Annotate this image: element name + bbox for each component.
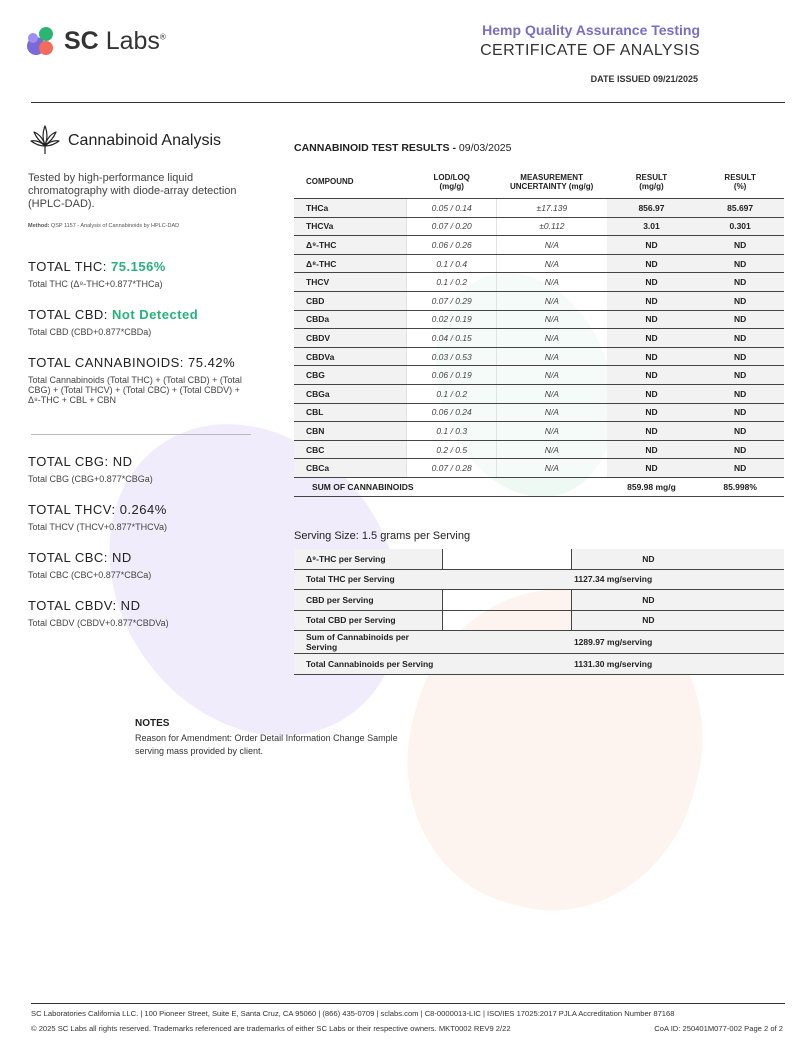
uncertainty-cell: N/A [497,440,607,459]
notes-section [135,718,398,758]
footer-address: SC Laboratories California LLC. | 100 Pioneer Street, Suite E, Santa Cruz, CA 95060 | (866) 435-0709 | sclabs.com | C8-0000013-LIC | ISO/IES 17025:2017 PJLA Accreditation Number 87168 [31,1009,675,1018]
serving-size-title: Serving Size: 1.5 grams per Serving [294,530,471,542]
notes-line-2: serving mass provided by client. [135,746,264,756]
result-row [294,440,784,459]
sum-mg: 859.98 mg/g [607,477,697,496]
total-cannabinoids-formula: Total Cannabinoids (Total THC) + (Total CBD) + (Total CBG) + (Total THCV) + (Total CBC) + (Total CBDV) + Δ⁸-THC + CBL + CBN [28,375,242,405]
compound-cell: Δ⁹-THC [294,236,407,255]
result-pct-cell: ND [696,329,784,348]
serving-value: ND [571,549,784,569]
compound-cell: Δ⁸-THC [294,254,407,273]
result-mg-cell: ND [607,329,697,348]
result-mg-cell: ND [607,291,697,310]
footer-divider [31,1003,785,1004]
result-pct-cell: ND [696,459,784,478]
uncertainty-cell: ±0.112 [497,217,607,236]
serving-table [294,549,784,675]
results-title: CANNABINOID TEST RESULTS - 09/03/2025 [294,142,512,154]
uncertainty-cell: N/A [497,236,607,255]
serving-label: Δ⁹-THC per Serving [294,549,442,569]
analysis-title: Cannabinoid Analysis [68,132,221,149]
serving-row [294,569,784,590]
lod-cell: 0.06 / 0.19 [407,366,497,385]
uncertainty-cell: N/A [497,347,607,366]
total-cbdv-formula: Total CBDV (CBDV+0.877*CBDVa) [28,618,169,628]
col-lod: LOD/LOQ (mg/g) [407,165,497,199]
result-mg-cell: 856.97 [607,199,697,218]
lod-cell: 0.1 / 0.2 [407,273,497,292]
result-pct-cell: ND [696,273,784,292]
result-row [294,384,784,403]
serving-label: Total THC per Serving [294,569,442,590]
result-row [294,310,784,329]
notes-line-1: Reason for Amendment: Order Detail Information Change Sample [135,733,398,743]
total-thcv-formula: Total THCV (THCV+0.877*THCVa) [28,522,167,532]
col-result-pct: RESULT (%) [696,165,784,199]
result-row [294,217,784,236]
result-pct-cell: ND [696,310,784,329]
uncertainty-cell: N/A [497,329,607,348]
uncertainty-cell: N/A [497,273,607,292]
serving-row [294,610,784,631]
uncertainty-cell: N/A [497,291,607,310]
result-mg-cell: ND [607,254,697,273]
serving-label: Total Cannabinoids per Serving [294,654,442,675]
results-body [294,199,784,478]
compound-cell: CBL [294,403,407,422]
result-row [294,459,784,478]
total-thc-formula: Total THC (Δ⁹-THC+0.877*THCa) [28,279,163,289]
result-mg-cell: ND [607,366,697,385]
result-mg-cell: 3.01 [607,217,697,236]
result-mg-cell: ND [607,236,697,255]
serving-value: 1127.34 mg/serving [442,569,784,590]
col-uncertainty: MEASUREMENT UNCERTAINTY (mg/g) [497,165,607,199]
total-cbd: TOTAL CBD: Not Detected [28,307,199,322]
secondary-totals [28,436,268,628]
result-row [294,291,784,310]
result-pct-cell: ND [696,384,784,403]
result-row [294,199,784,218]
date-issued: DATE ISSUED 09/21/2025 [590,74,698,84]
logo-mark-icon [24,24,58,58]
header-title: CERTIFICATE OF ANALYSIS [480,42,700,59]
result-row [294,347,784,366]
analysis-description: Tested by high-performance liquid chromatography with diode-array detection (HPLC-DAD). [28,172,237,210]
lod-cell: 0.2 / 0.5 [407,440,497,459]
sc-labs-logo [24,24,166,58]
lod-cell: 0.06 / 0.26 [407,236,497,255]
result-row [294,366,784,385]
serving-value: 1289.97 mg/serving [442,631,784,654]
lod-cell: 0.07 / 0.20 [407,217,497,236]
sum-row [294,477,784,496]
result-row [294,254,784,273]
result-mg-cell: ND [607,273,697,292]
uncertainty-cell: ±17.139 [497,199,607,218]
footer-copyright: © 2025 SC Labs all rights reserved. Trademarks referenced are trademarks of either SC Labs or their respective owners. MKT0002 REV9 2/22 [31,1024,511,1033]
notes-title: NOTES [135,718,170,729]
logo-wordmark: SC Labs® [64,26,166,55]
total-cbg-formula: Total CBG (CBG+0.877*CBGa) [28,474,153,484]
result-row [294,403,784,422]
compound-cell: CBDV [294,329,407,348]
cannabinoid-results-table [294,165,784,497]
uncertainty-cell: N/A [497,254,607,273]
serving-spacer [442,590,571,611]
lod-cell: 0.1 / 0.4 [407,254,497,273]
lod-cell: 0.02 / 0.19 [407,310,497,329]
compound-cell: THCVa [294,217,407,236]
result-row [294,273,784,292]
result-pct-cell: ND [696,291,784,310]
left-divider [31,434,251,435]
result-mg-cell: ND [607,310,697,329]
result-row [294,329,784,348]
compound-cell: THCa [294,199,407,218]
result-mg-cell: ND [607,403,697,422]
result-pct-cell: ND [696,440,784,459]
cannabis-leaf-icon [28,124,62,158]
result-row [294,422,784,441]
uncertainty-cell: N/A [497,422,607,441]
footer-coa-id: CoA ID: 250401M077-002 Page 2 of 2 [654,1024,783,1033]
uncertainty-cell: N/A [497,384,607,403]
result-pct-cell: ND [696,254,784,273]
serving-label: CBD per Serving [294,590,442,611]
serving-label: Sum of Cannabinoids per Serving [294,631,442,654]
total-thc: TOTAL THC: 75.156% [28,259,166,274]
result-mg-cell: ND [607,440,697,459]
compound-cell: CBCa [294,459,407,478]
lod-cell: 0.05 / 0.14 [407,199,497,218]
compound-cell: CBG [294,366,407,385]
lod-cell: 0.04 / 0.15 [407,329,497,348]
lod-cell: 0.07 / 0.29 [407,291,497,310]
total-thcv: TOTAL THCV: 0.264% [28,502,167,517]
result-pct-cell: 0.301 [696,217,784,236]
col-result-mg: RESULT (mg/g) [607,165,697,199]
uncertainty-cell: N/A [497,310,607,329]
header-divider [31,102,785,103]
total-cbg: TOTAL CBG: ND [28,454,133,469]
result-pct-cell: ND [696,422,784,441]
sum-label: SUM OF CANNABINOIDS [294,477,607,496]
uncertainty-cell: N/A [497,403,607,422]
result-pct-cell: 85.697 [696,199,784,218]
serving-row [294,631,784,654]
serving-value: ND [571,590,784,611]
serving-label: Total CBD per Serving [294,610,442,631]
result-pct-cell: ND [696,366,784,385]
result-mg-cell: ND [607,459,697,478]
lod-cell: 0.03 / 0.53 [407,347,497,366]
result-pct-cell: ND [696,403,784,422]
total-cbd-formula: Total CBD (CBD+0.877*CBDa) [28,327,152,337]
compound-cell: CBN [294,422,407,441]
serving-spacer [442,549,571,569]
compound-cell: CBDVa [294,347,407,366]
result-pct-cell: ND [696,236,784,255]
left-column [28,124,268,405]
serving-value: 1131.30 mg/serving [442,654,784,675]
compound-cell: CBC [294,440,407,459]
lod-cell: 0.06 / 0.24 [407,403,497,422]
compound-cell: CBGa [294,384,407,403]
serving-row [294,590,784,611]
result-mg-cell: ND [607,347,697,366]
serving-spacer [442,610,571,631]
lod-cell: 0.07 / 0.28 [407,459,497,478]
method-note: Method: QSP 1157 - Analysis of Cannabinoids by HPLC-DAD [28,223,180,229]
compound-cell: THCV [294,273,407,292]
compound-cell: CBDa [294,310,407,329]
result-mg-cell: ND [607,384,697,403]
col-compound: COMPOUND [294,165,407,199]
sum-pct: 85.998% [696,477,784,496]
total-cannabinoids: TOTAL CANNABINOIDS: 75.42% [28,355,236,370]
result-pct-cell: ND [696,347,784,366]
total-cbc-formula: Total CBC (CBC+0.877*CBCa) [28,570,152,580]
total-cbc: TOTAL CBC: ND [28,550,132,565]
lod-cell: 0.1 / 0.2 [407,384,497,403]
serving-row [294,549,784,569]
result-row [294,236,784,255]
lod-cell: 0.1 / 0.3 [407,422,497,441]
serving-value: ND [571,610,784,631]
total-cbdv: TOTAL CBDV: ND [28,598,141,613]
header-subtitle: Hemp Quality Assurance Testing [482,22,700,38]
compound-cell: CBD [294,291,407,310]
analysis-heading [28,124,268,158]
result-mg-cell: ND [607,422,697,441]
uncertainty-cell: N/A [497,366,607,385]
serving-row [294,654,784,675]
uncertainty-cell: N/A [497,459,607,478]
